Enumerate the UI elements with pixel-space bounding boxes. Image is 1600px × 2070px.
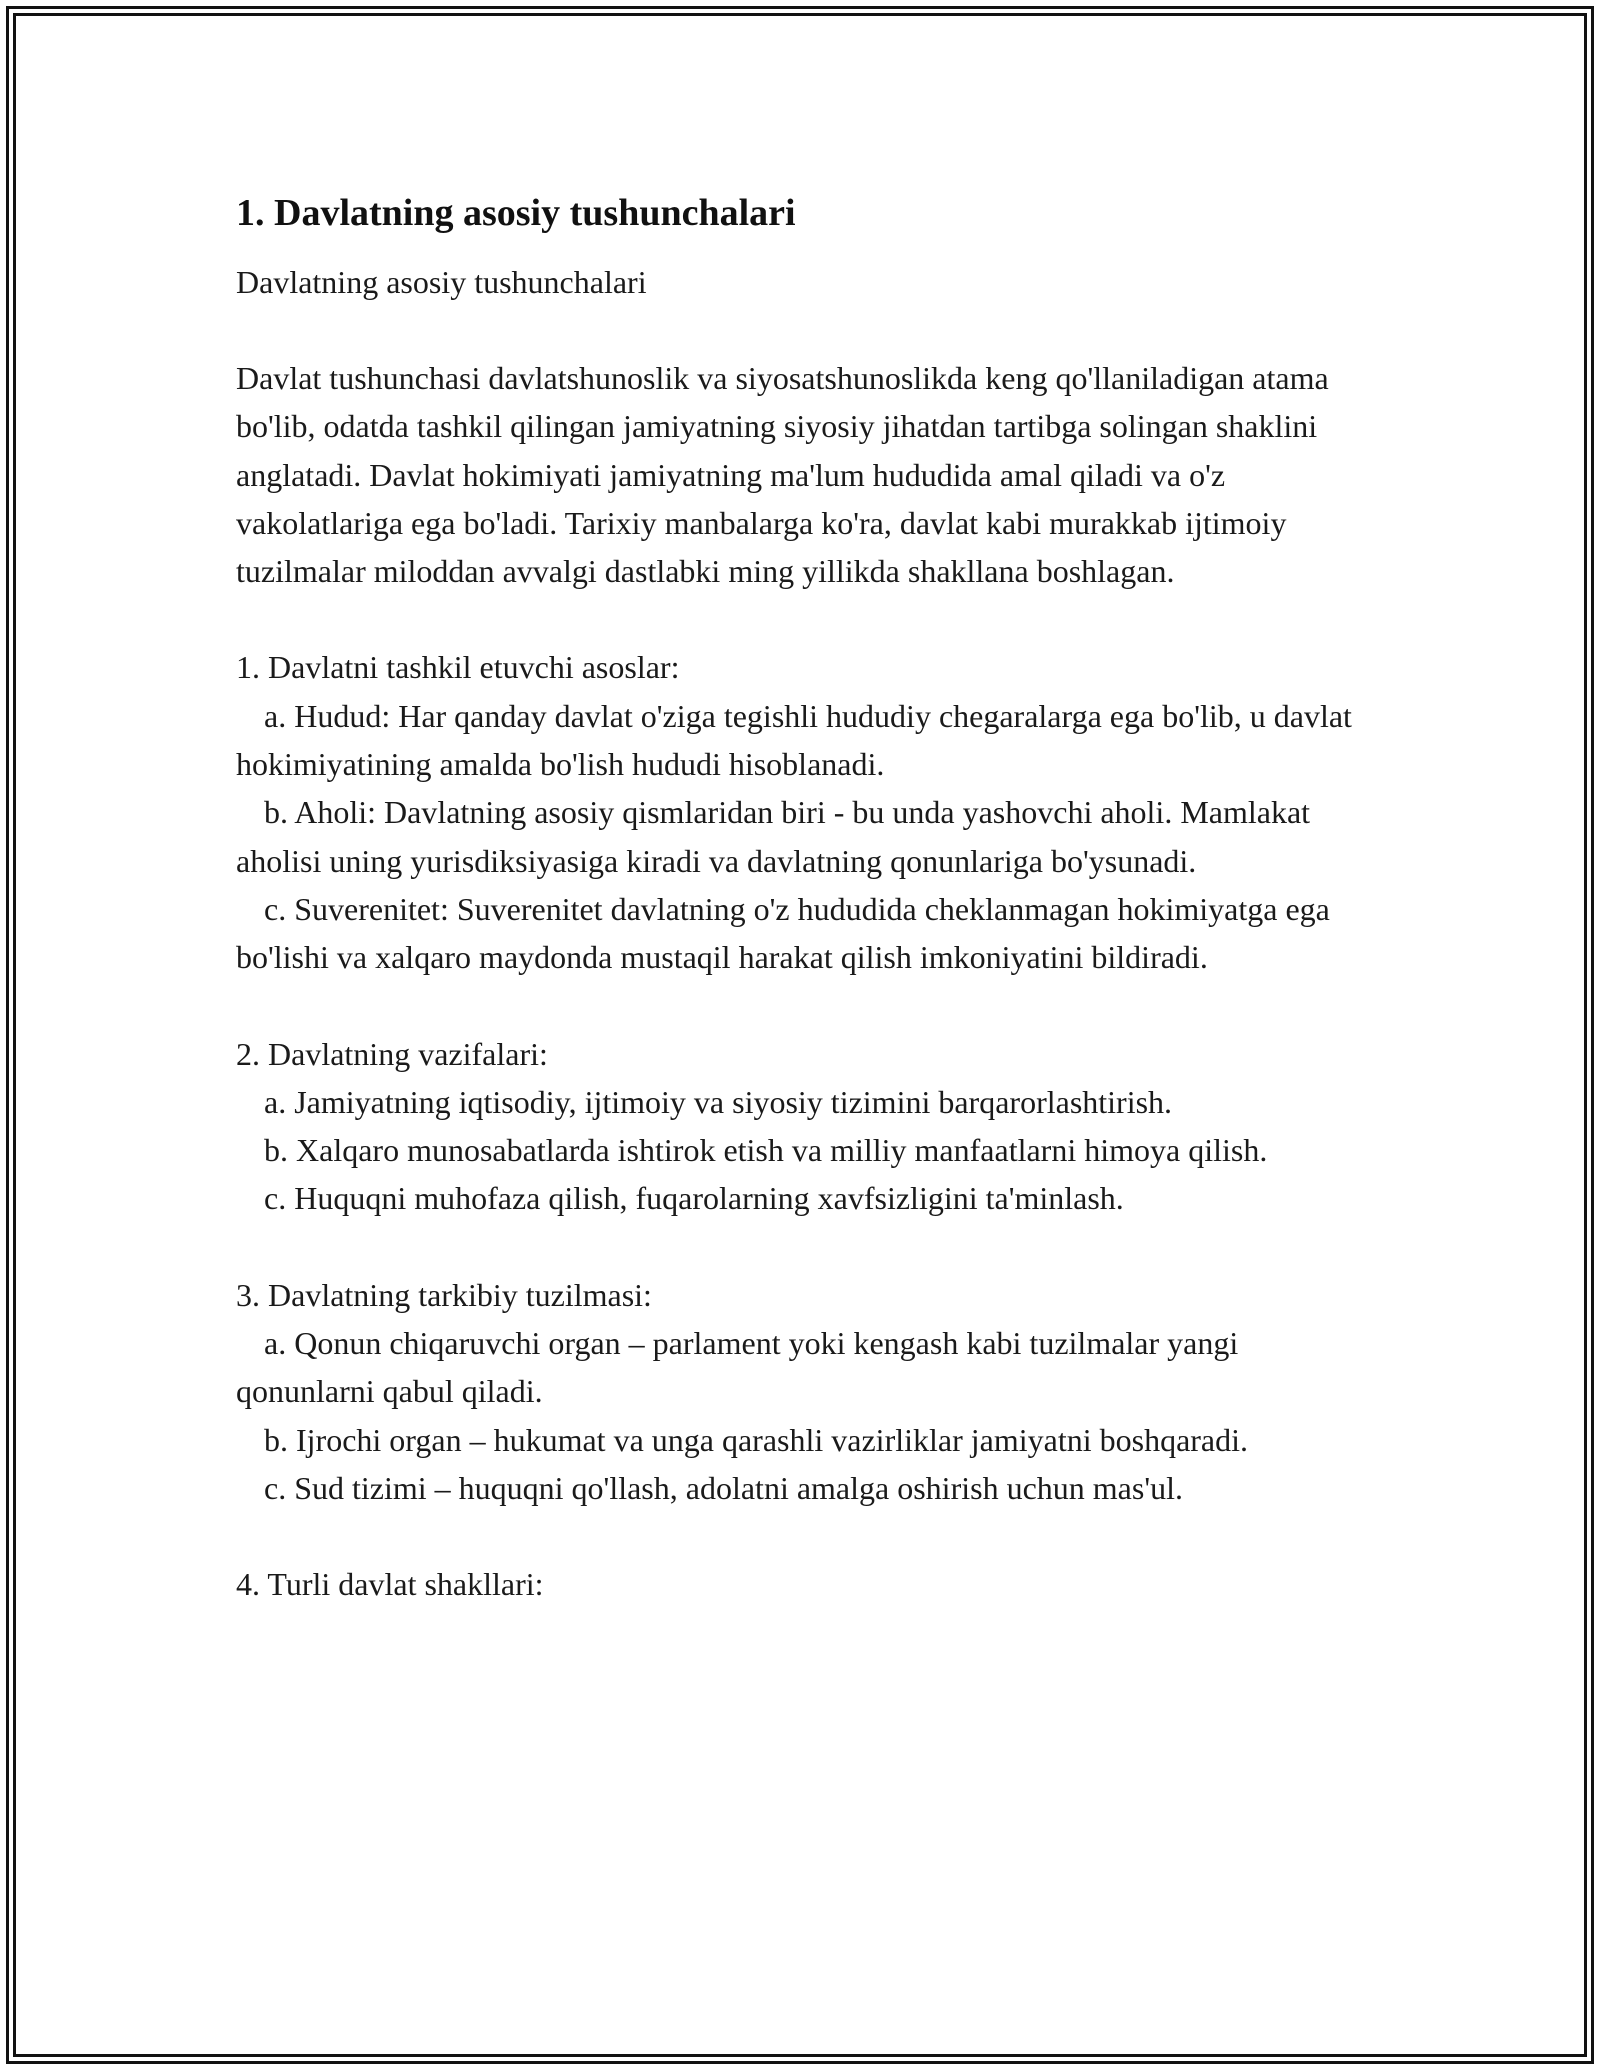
intro-paragraph: Davlat tushunchasi davlatshunoslik va siyosatshunoslikda keng qo'llaniladigan atama bo'lib, odatda tashkil qilingan jamiyatning siyosiy jihatdan tartibga solingan shaklini anglatadi. Davlat hokimiyati jamiyatning ma'lum hududida amal qiladi va o'z vakolatlariga ega bo'ladi. Tarixiy manbalarga ko'ra, davlat kabi murakkab ijtimoiy tuzilmalar miloddan avvalgi dastlabki ming yillikda shakllana boshlagan. bbox=[236, 360, 1329, 590]
list-item: b. Aholi: Davlatning asosiy qismlaridan biri - bu unda yashovchi aholi. Mamlakat aholisi uning yurisdiksiyasiga kiradi va davlatning qonunlariga bo'ysunadi. bbox=[236, 794, 1311, 879]
section-heading: 2. Davlatning vazifalari: bbox=[236, 1035, 548, 1072]
section-structure bbox=[236, 1271, 1376, 1512]
section-foundations bbox=[236, 643, 1376, 981]
section-forms bbox=[236, 1560, 1376, 1608]
section-heading: 1. Davlatni tashkil etuvchi asoslar: bbox=[236, 649, 680, 686]
list-item: a. Hudud: Har qanday davlat o'ziga tegishli hududiy chegaralarga ega bo'lib, u davlat hokimiyatining amalda bo'lish hududi hisoblanadi. bbox=[236, 697, 1352, 783]
section-heading: 4. Turli davlat shakllari: bbox=[236, 1566, 544, 1603]
list-item: c. Sud tizimi – huquqni qo'llash, adolatni amalga oshirish uchun mas'ul. bbox=[264, 1469, 1183, 1506]
document-subtitle: Davlatning asosiy tushunchalari bbox=[236, 264, 647, 300]
list-item: b. Ijrochi organ – hukumat va unga qarashli vazirliklar jamiyatni boshqaradi. bbox=[264, 1421, 1249, 1458]
list-item: c. Suverenitet: Suverenitet davlatning o'z hududida cheklanmagan hokimiyatga ega bo'lishi va xalqaro maydonda mustaqil harakat qilish imkoniyatini bildiradi. bbox=[236, 890, 1330, 976]
document-title: 1. Davlatning asosiy tushunchalari bbox=[236, 192, 796, 234]
section-heading: 3. Davlatning tarkibiy tuzilmasi: bbox=[236, 1276, 652, 1313]
list-item: a. Qonun chiqaruvchi organ – parlament yoki kengash kabi tuzilmalar yangi qonunlarni qabul qiladi. bbox=[236, 1325, 1239, 1410]
list-item: b. Xalqaro munosabatlarda ishtirok etish va milliy manfaatlarni himoya qilish. bbox=[264, 1132, 1268, 1169]
list-item: a. Jamiyatning iqtisodiy, ijtimoiy va siyosiy tizimini barqarorlashtirish. bbox=[264, 1083, 1173, 1120]
list-item: c. Huquqni muhofaza qilish, fuqarolarning xavfsizligini ta'minlash. bbox=[264, 1180, 1124, 1217]
section-functions bbox=[236, 1030, 1376, 1223]
document-body bbox=[236, 186, 1376, 1609]
